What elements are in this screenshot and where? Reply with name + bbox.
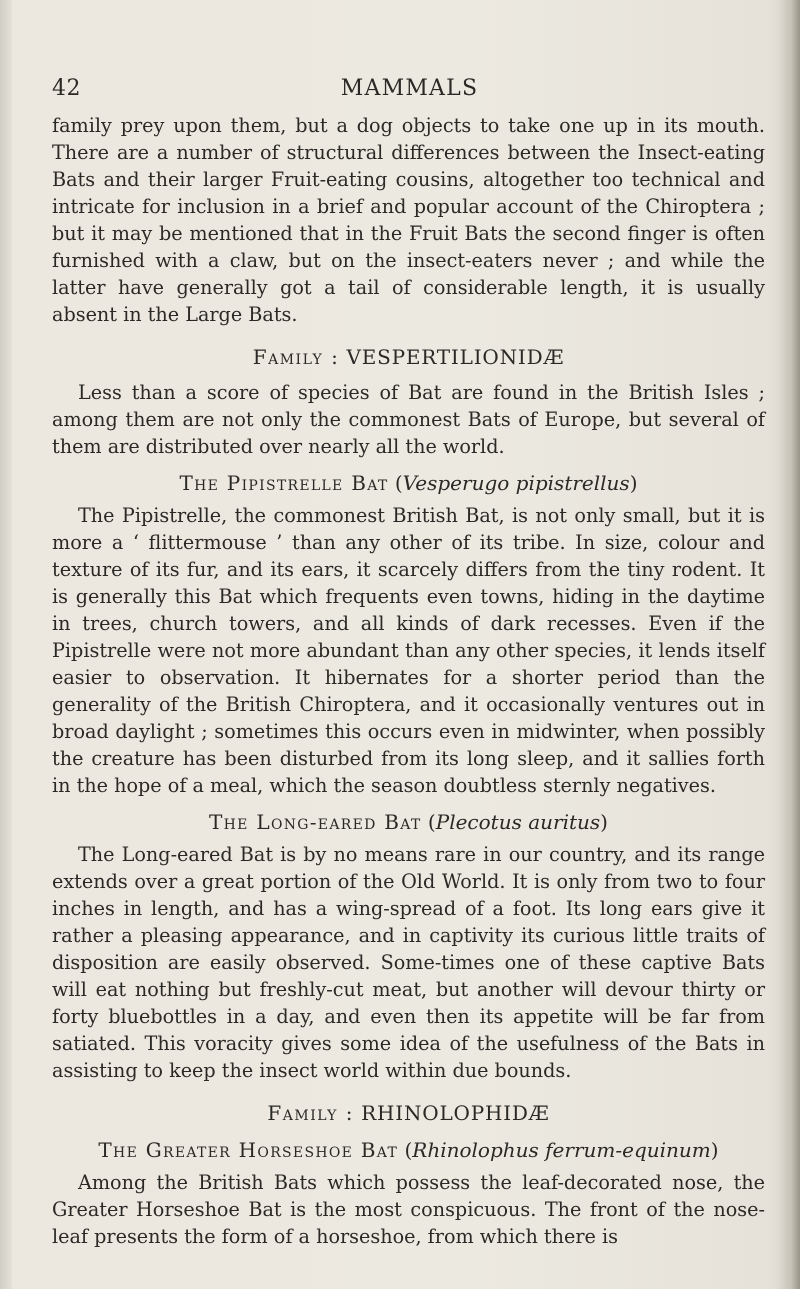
species-paragraph-long-eared: The Long-eared Bat is by no means rare in our country, and its range extends over a great portion of the Old World. It is only from two to four inches in length, and has a wing-spread of a foot. Its long ears give it rather a pleasing appearance, and in captivity its curious little traits of disposition are easily observed. Some-times one of these captive Bats will eat nothing but freshly-cut meat, but another will devour thirty or forty bluebottles in a day, and even then its appetite will be far from satiated. This voracity gives some idea of the usefulness of the Bats in assisting to keep the insect world within due bounds. [52,843,765,1082]
species-heading-pipistrelle: The Pipistrelle Bat (Vesperugo pipistrellus) [179,471,638,495]
family-heading-rhinolophidae [52,1100,765,1127]
page-number: 42 [52,76,81,101]
species-latin-name: Vesperugo pipistrellus [402,471,630,495]
species-paragraph-greater-horseshoe: Among the British Bats which possess the leaf-decorated nose, the Greater Horseshoe Bat is the most conspicuous. The front of the nose-leaf presents the form of a horseshoe, from which there is [52,1171,765,1248]
species-common-name: The Pipistrelle Bat [179,471,389,495]
species-common-name: The Long-eared Bat [209,810,422,834]
species-common-name: The Greater Horseshoe Bat [98,1138,399,1162]
species-latin-name: Plecotus auritus [435,810,601,834]
page-header [52,76,767,106]
species-heading-long-eared: The Long-eared Bat (Plecotus auritus) [209,810,608,834]
family-heading-vespertilionidae [52,344,765,371]
intro-paragraph: family prey upon them, but a dog objects to take one up in its mouth. There are a number of structural differences between the Insect-eating Bats and their larger Fruit-eating cousins, altogether too technical and intricate for inclusion in a brief and popular account of the Chiroptera ; but it may be mentioned that in the Fruit Bats the second finger is often furnished with a claw, but on the insect-eaters never ; and while the latter have generally got a tail of considerable length, it is usually absent in the Large Bats. [52,114,765,326]
page-edge-shadow [778,0,800,1289]
species-heading-greater-horseshoe: The Greater Horseshoe Bat (Rhinolophus ferrum-equinum) [98,1138,719,1162]
family-label: Family : [252,345,340,369]
page-gutter-shadow [0,0,12,1289]
family-paragraph: Less than a score of species of Bat are found in the British Isles ; among them are not only the commonest Bats of Europe, but several of them are distributed over nearly all the world. [52,381,765,458]
species-paragraph-pipistrelle: The Pipistrelle, the commonest British Bat, is not only small, but it is more a ‘ flittermouse ’ than any other of its tribe. In size, colour and texture of its fur, and its ears, it scarcely differs from the tiny rodent. It is generally this Bat which frequents even towns, hiding in the daytime in trees, church towers, and all kinds of dark recesses. Even if the Pipistrelle were not more abundant than any other species, it lends itself easier to observation. It hibernates for a shorter period than the generality of the British Chiroptera, and it occasionally ventures out in broad daylight ; sometimes this occurs even in midwinter, when possibly the creature has been disturbed from its long sleep, and it sallies forth in the hope of a meal, which the season doubtless sternly negatives. [52,504,765,797]
species-latin-name: Rhinolophus ferrum-equinum [412,1138,711,1162]
family-name: RHINOLOPHIDÆ [361,1101,550,1125]
running-head: MAMMALS [340,76,479,101]
body-text [52,112,765,1250]
family-name: VESPERTILIONIDÆ [346,345,565,369]
family-label: Family : [267,1101,354,1125]
